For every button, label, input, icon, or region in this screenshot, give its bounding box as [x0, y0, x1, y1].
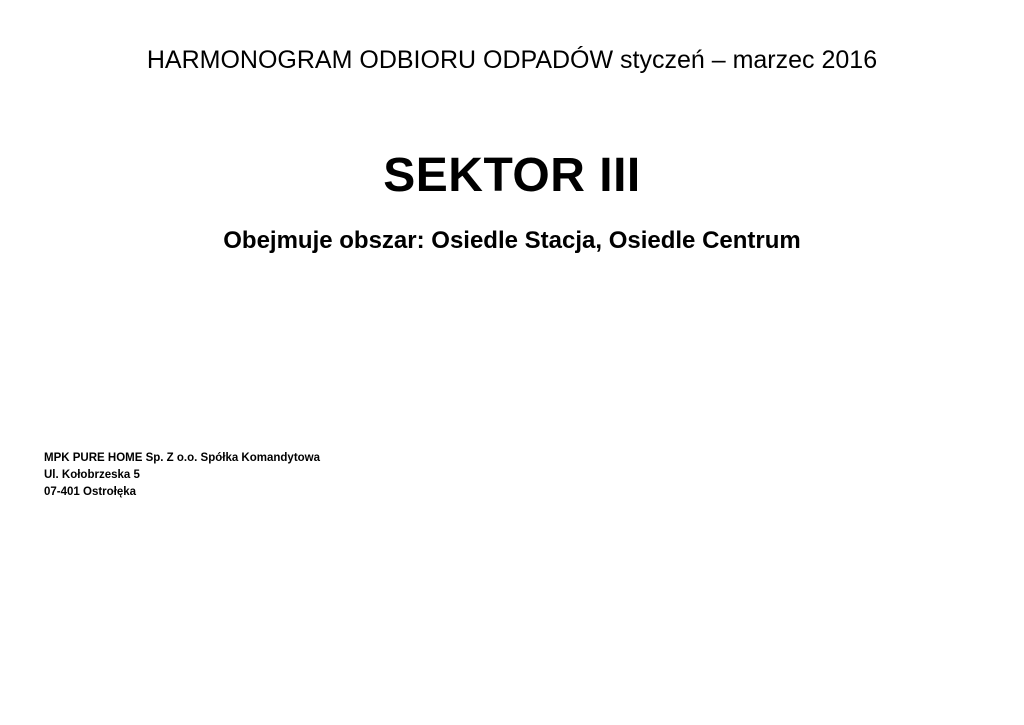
company-street: Ul. Kołobrzeska 5	[44, 469, 140, 481]
area-description: Obejmuje obszar: Osiedle Stacja, Osiedle Centrum	[223, 227, 801, 254]
company-address-block	[44, 450, 320, 501]
company-city: 07-401 Ostrołęka	[44, 486, 137, 498]
company-name: MPK PURE HOME Sp. Z o.o. Spółka Komandytowa	[44, 452, 321, 464]
document-title: HARMONOGRAM ODBIORU ODPADÓW styczeń – marzec 2016	[146, 46, 878, 74]
sector-heading: SEKTOR III	[383, 149, 641, 202]
